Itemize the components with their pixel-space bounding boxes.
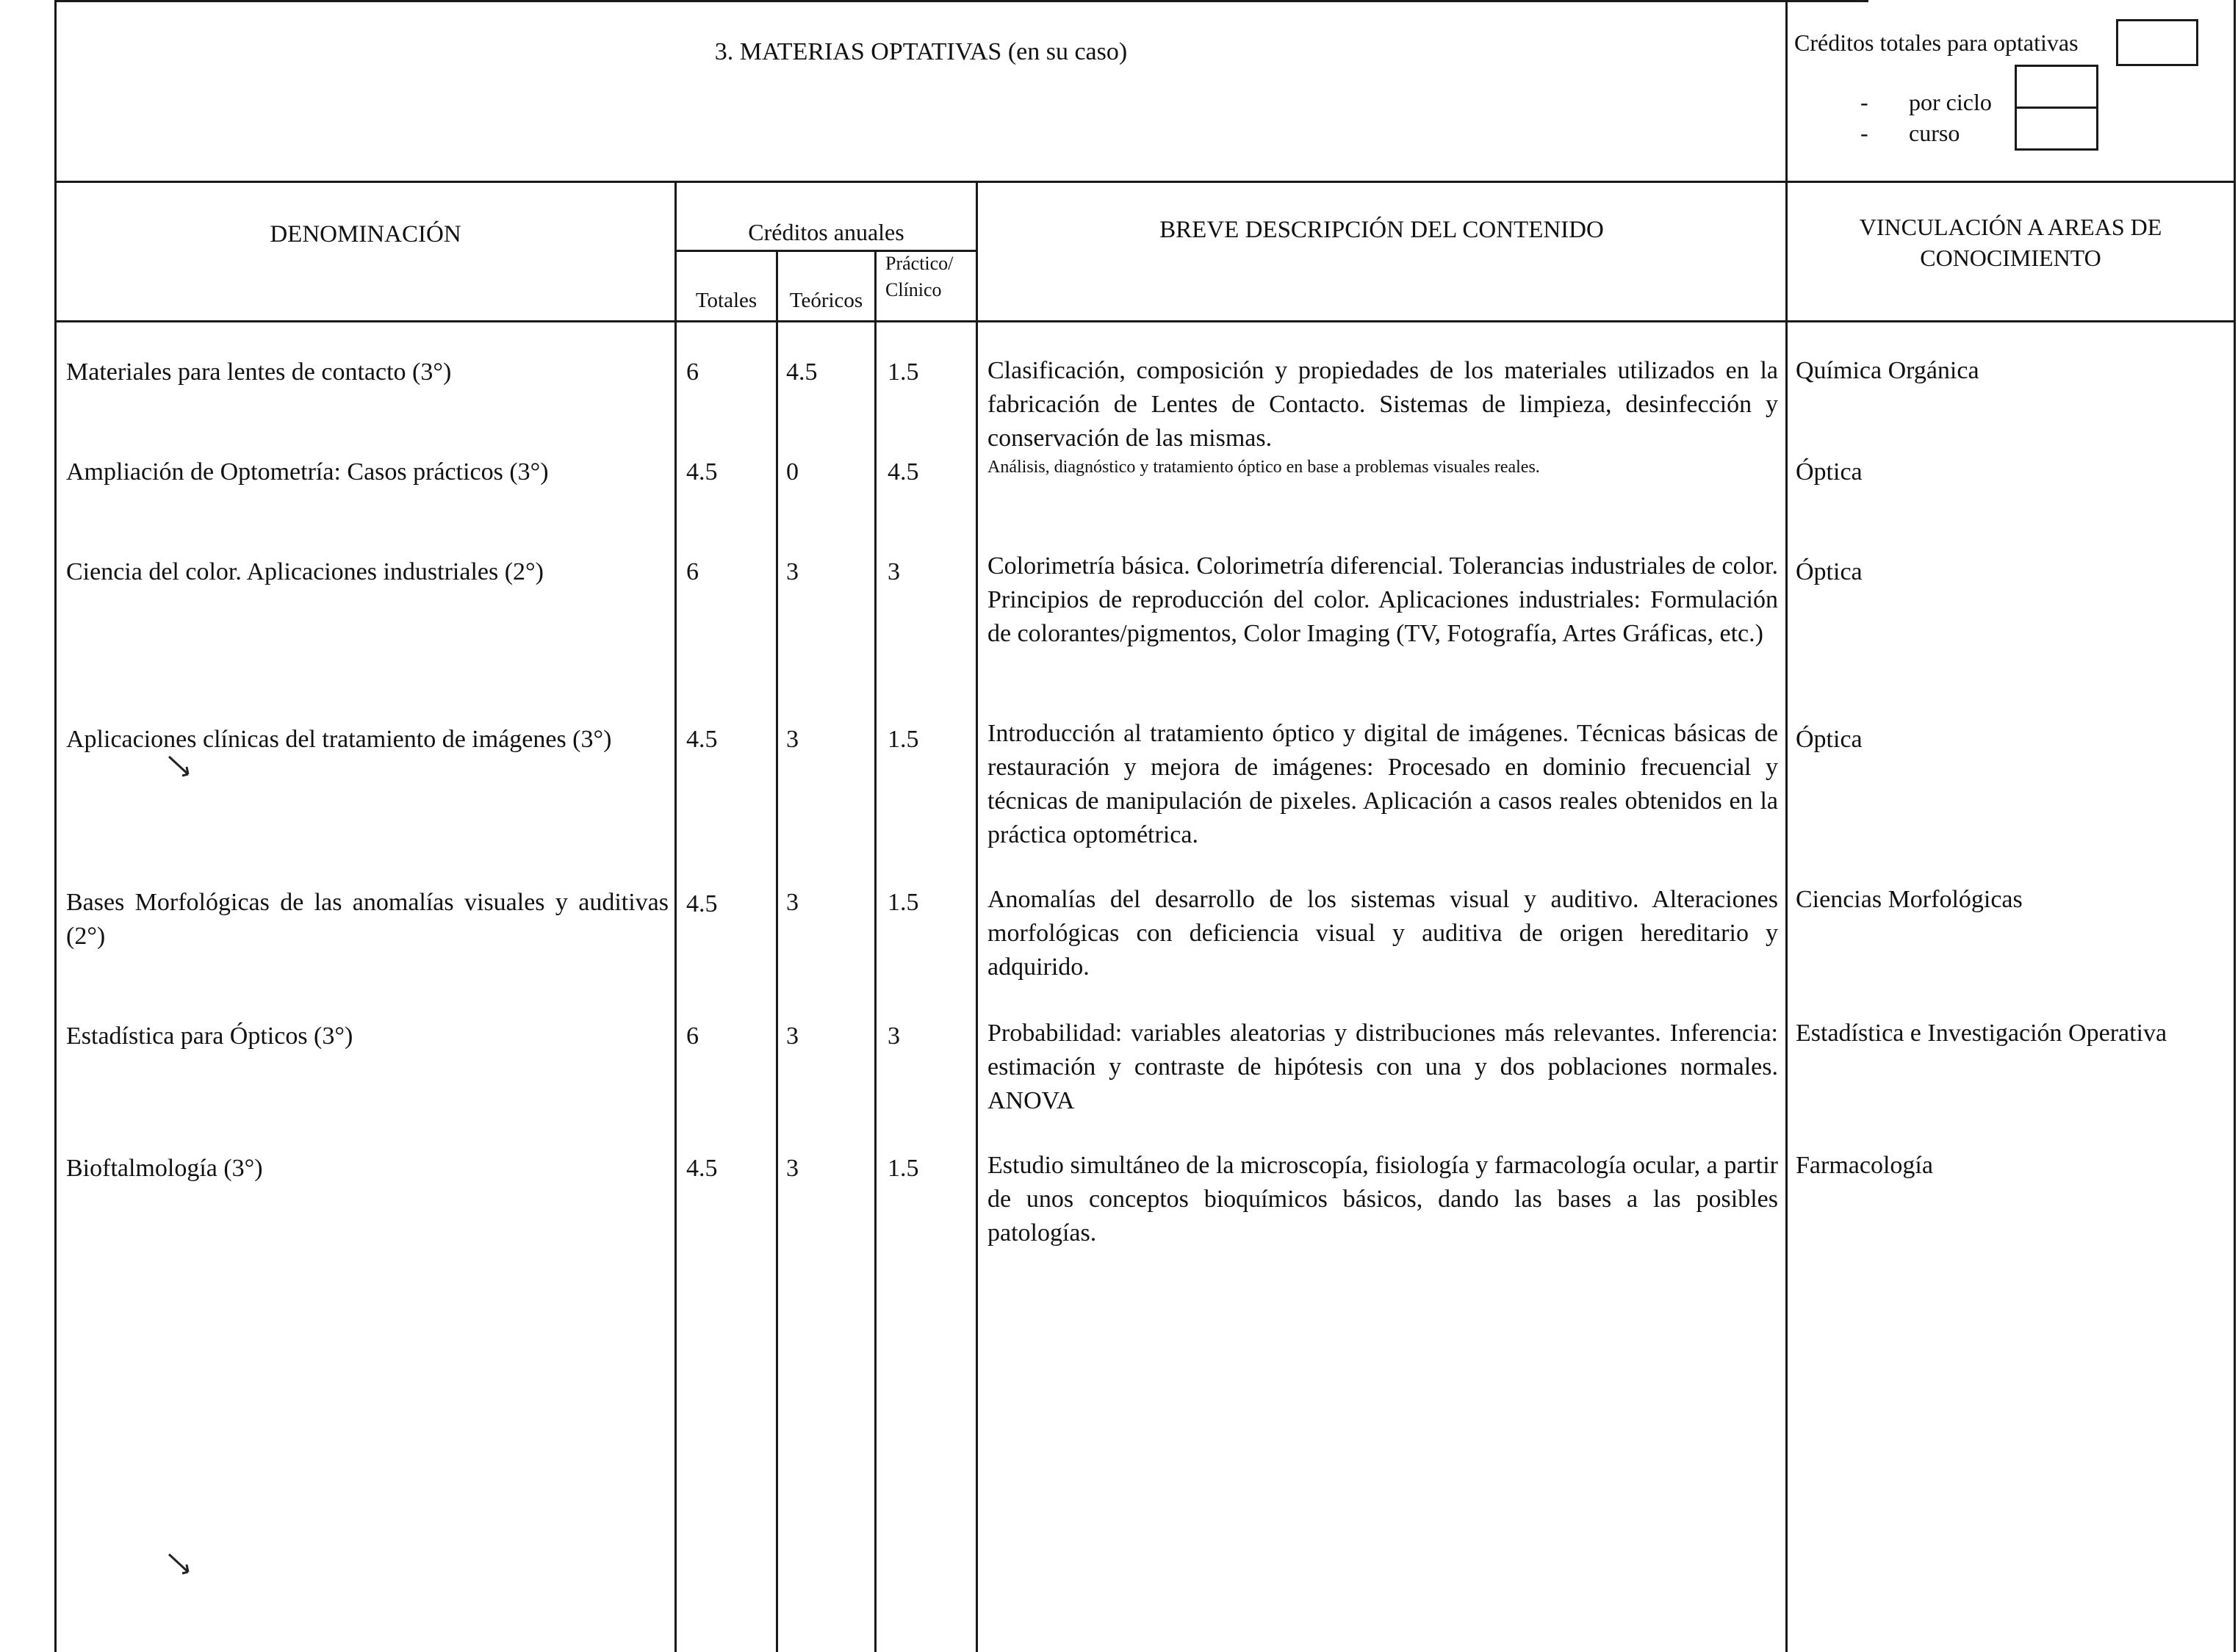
row-7-practicos: 1.5: [888, 1155, 919, 1182]
frame-right: [2234, 0, 2236, 1652]
curso-dash: -: [1860, 120, 1868, 146]
row-7-area: Farmacología: [1796, 1152, 1933, 1179]
row-4-totales: 4.5: [686, 726, 718, 753]
por-ciclo-label: por ciclo: [1909, 89, 1992, 115]
col-header-practico-2: Clínico: [885, 279, 942, 300]
col-header-teoricos: Teóricos: [789, 289, 863, 312]
row-5-practicos: 1.5: [888, 889, 919, 916]
col-header-denominacion: DENOMINACIÓN: [270, 221, 461, 248]
row-5-totales: 4.5: [686, 890, 718, 917]
row-2-totales: 4.5: [686, 458, 718, 486]
creditos-totales-box: [2116, 19, 2198, 66]
row-6-area: Estadística e Investigación Operativa: [1796, 1020, 2167, 1047]
row-6-practicos: 3: [888, 1022, 900, 1050]
col-header-vinculacion-1: VINCULACIÓN A AREAS DE: [1859, 214, 2162, 240]
row-2-practicos: 4.5: [888, 458, 919, 486]
col-divider-descripcion: [976, 181, 978, 1652]
row-5-teoricos: 3: [786, 889, 799, 916]
row-4-nombre: Aplicaciones clínicas del tratamiento de imágenes (3°): [66, 726, 612, 753]
row-1-area: Química Orgánica: [1796, 357, 1979, 384]
col-divider-teoricos: [776, 250, 778, 1652]
row-2-nombre: Ampliación de Optometría: Casos prácticos (3°): [66, 458, 549, 486]
row-1-totales: 6: [686, 358, 699, 386]
row-6-descripcion: Probabilidad: variables aleatorias y distribuciones más relevantes. Inferencia: estimación y contraste de hipótesis con una y dos poblaciones normales. ANOVA: [987, 1020, 1778, 1114]
por-ciclo-box: [2015, 65, 2098, 109]
row-6-teoricos: 3: [786, 1022, 799, 1050]
curso-label: curso: [1909, 120, 1960, 146]
column-header-divider: [54, 320, 2236, 322]
row-3-practicos: 3: [888, 558, 900, 585]
row-3-nombre: Ciencia del color. Aplicaciones industriales (2°): [66, 558, 544, 585]
row-4-descripcion: Introducción al tratamiento óptico y digital de imágenes. Técnicas básicas de restauración y mejora de imágenes: Procesado en dominio frecuencial y técnicas de manipulación de pixeles. Aplicación a casos reales obtenidos en la práctica optométrica.: [987, 720, 1778, 848]
row-2-teoricos: 0: [786, 458, 799, 486]
row-1-practicos: 1.5: [888, 358, 919, 386]
row-2-descripcion: Análisis, diagnóstico y tratamiento óptico en base a problemas visuales reales.: [987, 458, 1540, 477]
pen-mark-icon: [166, 1550, 195, 1579]
row-7-descripcion: Estudio simultáneo de la microscopía, fisiología y farmacología ocular, a partir de unos conceptos bioquímicos básicos, dando las bases a las posibles patologías.: [987, 1152, 1778, 1247]
frame-top: [54, 0, 1868, 2]
row-6-nombre: Estadística para Ópticos (3°): [66, 1022, 353, 1050]
page-title: 3. MATERIAS OPTATIVAS (en su caso): [714, 38, 1128, 65]
col-header-descripcion: BREVE DESCRIPCIÓN DEL CONTENIDO: [1159, 217, 1604, 243]
row-1-descripcion: Clasificación, composición y propiedades de los materiales utilizados en la fabricación de Lentes de Contacto. Sistemas de limpieza, desinfección y conservación de las mismas.: [987, 357, 1778, 452]
col-header-totales: Totales: [695, 289, 758, 312]
por-ciclo-dash: -: [1860, 89, 1868, 115]
col-divider-totales: [674, 181, 677, 1652]
row-4-teoricos: 3: [786, 726, 799, 753]
row-3-descripcion: Colorimetría básica. Colorimetría diferencial. Tolerancias industriales de color. Principios de reproducción del color. Aplicaciones industriales: Formulación de colorantes/pigmentos, Color Imaging (TV, Fotografía, Artes Gráficas, etc.): [987, 552, 1778, 647]
curso-box: [2015, 107, 2098, 151]
row-5-nombre: Bases Morfológicas de las anomalías visuales y auditivas (2°): [66, 889, 669, 950]
row-5-descripcion: Anomalías del desarrollo de los sistemas visual y auditivo. Alteraciones morfológicas con deficiencia visual y auditiva de origen hereditario y adquirido.: [987, 886, 1778, 981]
col-header-creditos-anuales: Créditos anuales: [748, 219, 904, 245]
row-4-area: Óptica: [1796, 726, 1863, 753]
col-header-vinculacion-2: CONOCIMIENTO: [1920, 245, 2101, 271]
row-2-area: Óptica: [1796, 458, 1863, 486]
row-1-nombre: Materiales para lentes de contacto (3°): [66, 358, 452, 386]
row-4-practicos: 1.5: [888, 726, 919, 753]
row-3-totales: 6: [686, 558, 699, 585]
row-6-totales: 6: [686, 1022, 699, 1050]
pen-mark-icon: [166, 752, 195, 782]
row-7-teoricos: 3: [786, 1155, 799, 1182]
col-header-practico-1: Práctico/: [885, 253, 954, 274]
creditos-totales-label: Créditos totales para optativas: [1794, 29, 2079, 56]
row-3-teoricos: 3: [786, 558, 799, 585]
row-5-area: Ciencias Morfológicas: [1796, 886, 2023, 913]
row-3-area: Óptica: [1796, 558, 1863, 585]
row-1-teoricos: 4.5: [786, 358, 818, 386]
row-7-totales: 4.5: [686, 1155, 718, 1182]
header-divider: [54, 181, 2236, 183]
row-7-nombre: Bioftalmología (3°): [66, 1155, 263, 1182]
col-divider-practicos: [874, 250, 877, 1652]
